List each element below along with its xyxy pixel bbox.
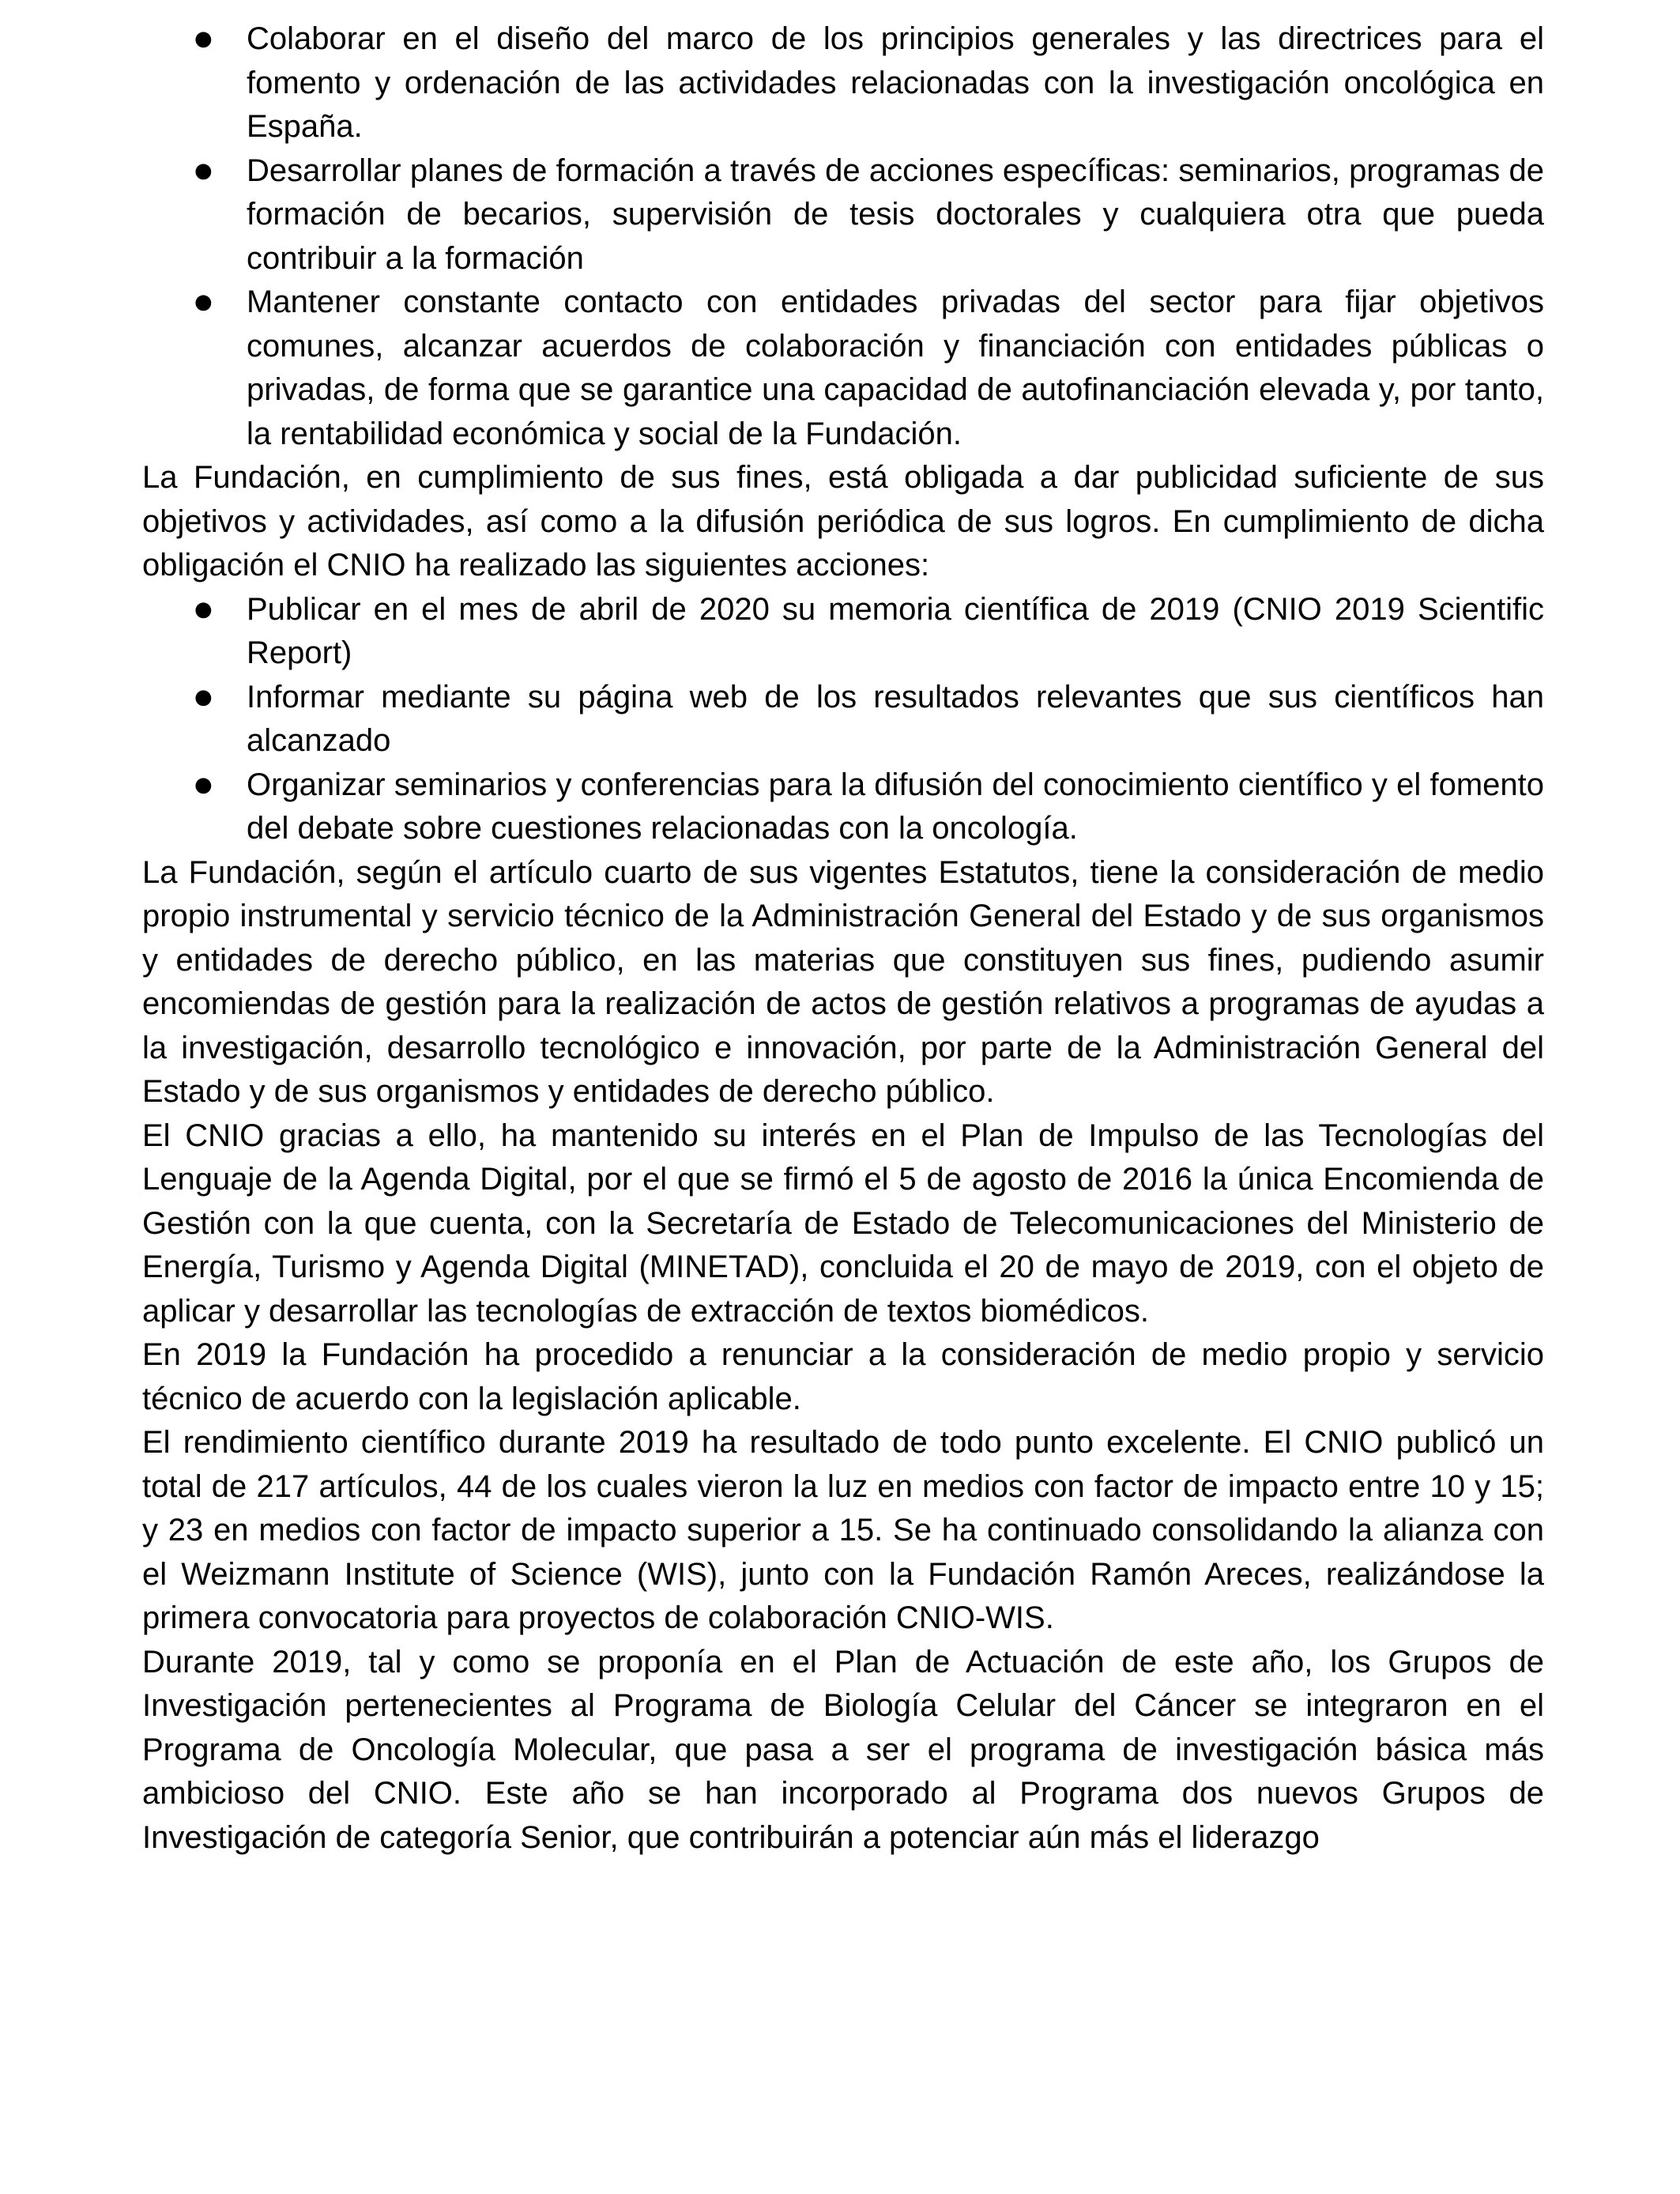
list-item-text: Informar mediante su página web de los resultados relevantes que sus científicos han alcanzado	[247, 679, 1544, 758]
list-item	[194, 588, 1544, 676]
list-item-text: Desarrollar planes de formación a través de acciones específicas: seminarios, programas de formación de becarios, supervisión de tesis doctorales y cualquiera otra que pueda contribuir a la formación	[247, 153, 1544, 276]
bullet-icon: ●	[194, 684, 213, 709]
bullet-icon: ●	[194, 772, 213, 797]
list-item	[194, 17, 1544, 149]
paragraph-programa: Durante 2019, tal y como se proponía en el Plan de Actuación de este año, los Grupos de Investigación pertenecientes al Programa de Biología Celular del Cáncer se integraron en el Programa de Oncología Molecular, que pasa a ser el programa de investigación básica más ambicioso del CNIO. Este año se han incorporado al Programa dos nuevos Grupos de Investigación de categoría Senior, que contribuirán a potenciar aún más el liderazgo	[142, 1644, 1544, 1855]
bullet-icon: ●	[194, 290, 213, 314]
paragraph-statutes: La Fundación, según el artículo cuarto de sus vigentes Estatutos, tiene la consideración de medio propio instrumental y servicio técnico de la Administración General del Estado y de sus organismos y entidades de derecho público, en las materias que constituyen sus fines, pudiendo asumir encomiendas de gestión para la realización de actos de gestión relativos a programas de ayudas a la investigación, desarrollo tecnológico e innovación, por parte de la Administración General del Estado y de sus organismos y entidades de derecho público.	[142, 854, 1544, 1109]
list-item	[194, 676, 1544, 763]
paragraph-publicity: La Fundación, en cumplimiento de sus fines, está obligada a dar publicidad suficiente de sus objetivos y actividades, así como a la difusión periódica de sus logros. En cumplimiento de dicha obligación el CNIO ha realizado las siguientes acciones:	[142, 460, 1544, 582]
paragraph-renuncia: En 2019 la Fundación ha procedido a renunciar a la consideración de medio propio y servicio técnico de acuerdo con la legislación aplicable.	[142, 1337, 1544, 1416]
bullet-icon: ●	[194, 597, 213, 621]
list-item-text: Colaborar en el diseño del marco de los principios generales y las directrices para el fomento y ordenación de las actividades relacionadas con la investigación oncológica en España.	[247, 21, 1544, 144]
bullet-list-objectives	[142, 17, 1544, 456]
document-page	[142, 17, 1544, 1860]
list-item-text: Mantener constante contacto con entidades privadas del sector para fijar objetivos comunes, alcanzar acuerdos de colaboración y financiación con entidades públicas o privadas, de forma que se garantice una capacidad de autofinanciación elevada y, por tanto, la rentabilidad económica y social de la Fundación.	[247, 285, 1544, 451]
list-item	[194, 763, 1544, 851]
paragraph-encomienda: El CNIO gracias a ello, ha mantenido su interés en el Plan de Impulso de las Tecnologías del Lenguaje de la Agenda Digital, por el que se firmó el 5 de agosto de 2016 la única Encomienda de Gestión con la que cuenta, con la Secretaría de Estado de Telecomunicaciones del Ministerio de Energía, Turismo y Agenda Digital (MINETAD), concluida el 20 de mayo de 2019, con el objeto de aplicar y desarrollar las tecnologías de extracción de textos biomédicos.	[142, 1118, 1544, 1329]
list-item	[194, 281, 1544, 456]
bullet-icon: ●	[194, 158, 213, 183]
bullet-icon: ●	[194, 27, 213, 51]
paragraph-rendimiento: El rendimiento científico durante 2019 ha resultado de todo punto excelente. El CNIO publicó un total de 217 artículos, 44 de los cuales vieron la luz en medios con factor de impacto entre 10 y 15; y 23 en medios con factor de impacto superior a 15. Se ha continuado consolidando la alianza con el Weizmann Institute of Science (WIS), junto con la Fundación Ramón Areces, realizándose la primera convocatoria para proyectos de colaboración CNIO-WIS.	[142, 1425, 1544, 1635]
list-item-text: Organizar seminarios y conferencias para la difusión del conocimiento científico y el fomento del debate sobre cuestiones relacionadas con la oncología.	[247, 767, 1544, 846]
list-item	[194, 149, 1544, 281]
list-item-text: Publicar en el mes de abril de 2020 su memoria científica de 2019 (CNIO 2019 Scientific Report)	[247, 591, 1544, 670]
bullet-list-actions	[142, 588, 1544, 851]
